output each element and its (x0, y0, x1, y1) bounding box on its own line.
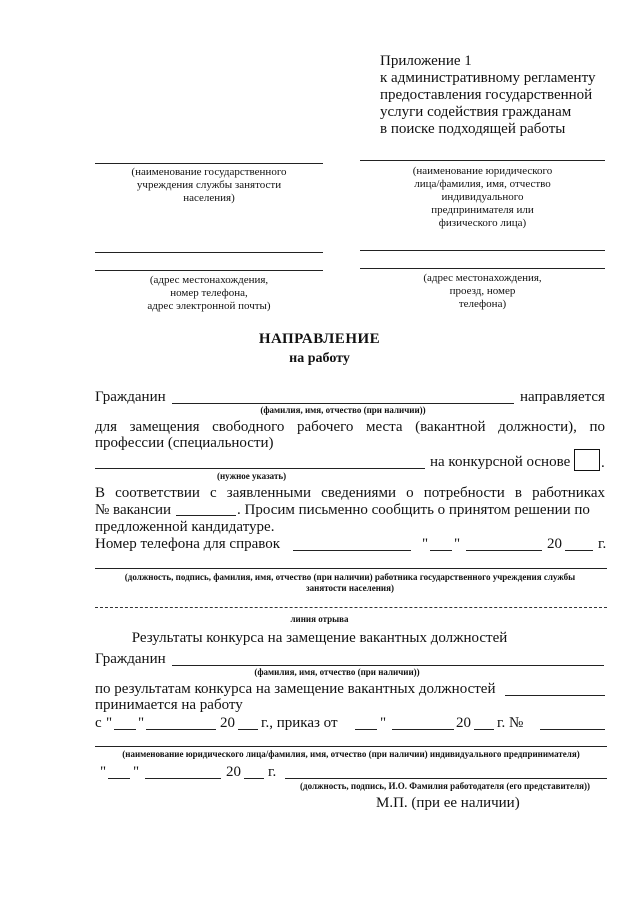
sign-year-field[interactable] (244, 778, 264, 779)
vacancy-line: для замещения свободного рабочего места (вакантной должности), по (95, 419, 605, 435)
results-title: Результаты конкурса на замещение вакантных должностей (131, 630, 508, 646)
agency-name-field[interactable] (95, 163, 323, 164)
agency-address-field[interactable] (95, 252, 323, 253)
year-suffix: г. (598, 536, 607, 552)
phone-field[interactable] (293, 550, 411, 551)
period: . (601, 455, 605, 471)
agency-name-caption: (наименование государственного учреждения службы занятости населения) (131, 166, 287, 204)
day-field[interactable] (430, 550, 452, 551)
employer-signature-field[interactable] (285, 778, 607, 779)
agency-address-field[interactable] (95, 270, 323, 271)
appendix-title: Приложение 1 (380, 53, 472, 69)
employer-address-field[interactable] (360, 250, 605, 251)
results-position-field[interactable] (505, 695, 605, 696)
profession-field[interactable] (95, 468, 425, 469)
stamp-label: М.П. (при ее наличии) (376, 795, 520, 811)
citizen-fio-field[interactable] (172, 403, 514, 404)
start-day-field[interactable] (114, 729, 136, 730)
quote-close: " (380, 715, 387, 731)
from-label: с (95, 715, 102, 731)
appendix-line: к административному регламенту (380, 70, 596, 86)
quote-open: " (106, 715, 113, 731)
start-year-field[interactable] (238, 729, 258, 730)
vacancy-number-field[interactable] (176, 515, 236, 516)
para1-line3: предложенной кандидатуре. (95, 519, 275, 535)
document-title: НАПРАВЛЕНИЕ (258, 331, 381, 347)
quote-close: " (138, 715, 145, 731)
order-day-field[interactable] (355, 729, 377, 730)
year-prefix: 20 (547, 536, 562, 552)
quote-close: " (454, 536, 461, 552)
order-label: г., приказ от (261, 715, 338, 731)
para1-line2-start: № вакансии (95, 502, 172, 518)
order-number-field[interactable] (540, 729, 605, 730)
needed-caption: (нужное указать) (217, 471, 287, 481)
results-fio-field[interactable] (172, 665, 604, 666)
employer-name-caption: (наименование юридического лица/фамилия, имя, отчество индивидуального предпринимателя или физического лица) (412, 165, 553, 229)
employer-name-line[interactable] (95, 746, 607, 747)
year-field[interactable] (565, 550, 593, 551)
appendix-line: в поиске подходящей работы (380, 121, 566, 137)
quote-open: " (422, 536, 429, 552)
phone-label: Номер телефона для справок (95, 536, 281, 552)
employer-signature-caption: (должность, подпись, И.О. Фамилия работодателя (его представителя)) (300, 781, 590, 791)
order-year-field[interactable] (474, 729, 494, 730)
document-subtitle: на работу (289, 351, 350, 366)
para1-line2-end: . Просим письменно сообщить о принятом решении по (237, 502, 590, 518)
citizen-fio-caption: (фамилия, имя, отчество (при наличии)) (260, 405, 426, 415)
appendix-line: предоставления государственной (380, 87, 593, 103)
tear-line (95, 607, 607, 608)
results-line: по результатам конкурса на замещение вакантных должностей (95, 681, 496, 697)
official-signature-caption: (должность, подпись, фамилия, имя, отчество (при наличии) работника государственного учреждения службы занятости населения) (124, 572, 576, 593)
appendix-block (380, 53, 620, 138)
competitive-checkbox[interactable] (574, 449, 600, 471)
official-signature-field[interactable] (95, 568, 607, 569)
employer-address-caption: (адрес местонахождения, проезд, номер телефона) (423, 272, 542, 310)
quote-close: " (133, 764, 140, 780)
sign-day-field[interactable] (108, 778, 130, 779)
employer-name-field[interactable] (360, 160, 605, 161)
order-month-field[interactable] (392, 729, 454, 730)
citizen-label: Гражданин (95, 389, 166, 405)
results-fio-caption: (фамилия, имя, отчество (при наличии)) (254, 667, 420, 677)
sent-label: направляется (520, 389, 605, 405)
order-number-label: г. № (497, 715, 524, 731)
sign-year-suffix: г. (268, 764, 277, 780)
employer-address-field[interactable] (360, 268, 605, 269)
employer-name-caption: (наименование юридического лица/фамилия, имя, отчество (при наличии) индивидуального предпринимателя) (122, 749, 580, 759)
month-field[interactable] (466, 550, 542, 551)
sign-month-field[interactable] (145, 778, 221, 779)
tear-line-label: линия отрыва (290, 614, 349, 624)
sign-year-prefix: 20 (226, 764, 241, 780)
competitive-label: на конкурсной основе (430, 454, 571, 470)
order-year-prefix: 20 (456, 715, 471, 731)
para1-line1: В соответствии с заявленными сведениями о потребности в работниках (95, 485, 605, 501)
start-month-field[interactable] (146, 729, 216, 730)
results-citizen-label: Гражданин (95, 651, 166, 667)
profession-line: профессии (специальности) (95, 435, 274, 451)
appendix-line: услуги содействия гражданам (380, 104, 572, 120)
quote-open: " (100, 764, 107, 780)
accepted-line: принимается на работу (95, 697, 243, 713)
agency-address-caption: (адрес местонахождения, номер телефона, адрес электронной почты) (147, 274, 271, 312)
start-year-prefix: 20 (220, 715, 235, 731)
